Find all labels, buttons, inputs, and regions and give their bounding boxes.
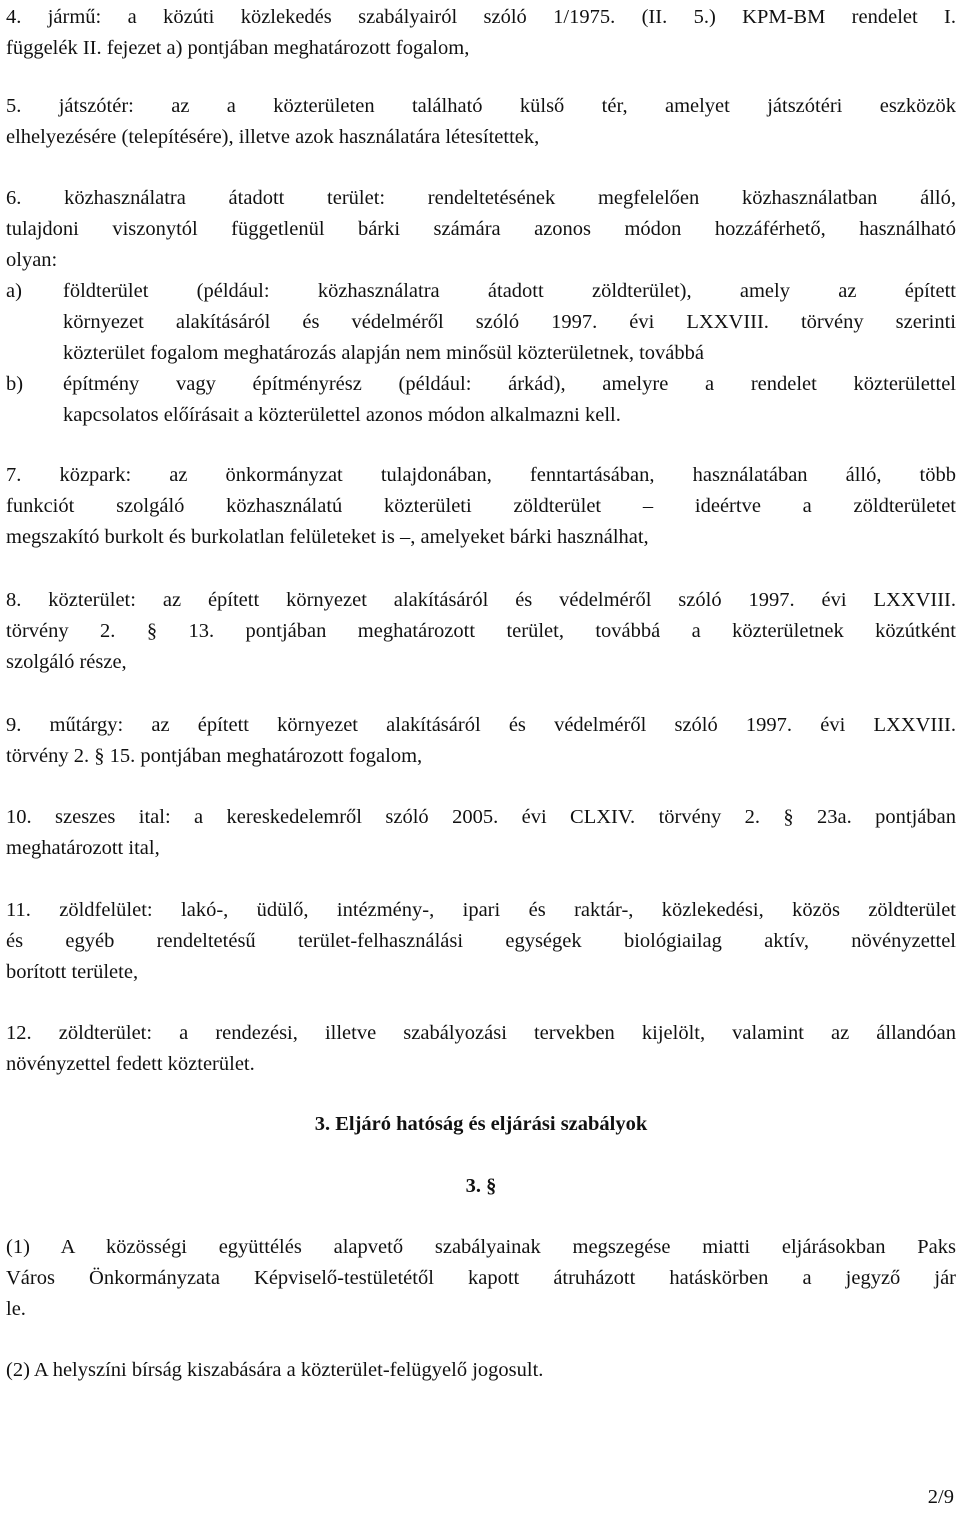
definition-item-10 bbox=[6, 802, 956, 864]
text-line: függelék II. fejezet a) pontjában meghatározott fogalom, bbox=[6, 37, 470, 59]
text-line: 5. játszótér: az a közterületen található külső tér, amelyet játszótéri eszközök bbox=[6, 95, 956, 117]
definition-item-7 bbox=[6, 460, 956, 553]
page-number: 2/9 bbox=[927, 1486, 954, 1508]
paragraph-1 bbox=[6, 1232, 956, 1325]
text-line: és egyéb rendeltetésű terület-felhasználási egységek biológiailag aktív, növényzettel bbox=[6, 930, 956, 952]
text-line: környezet alakításáról és védelméről szóló 1997. évi LXXVIII. törvény szerinti bbox=[63, 311, 956, 333]
text-line: elhelyezésére (telepítésére), illetve azok használatára létesítettek, bbox=[6, 126, 540, 148]
text-line: funkciót szolgáló közhasználatú közterületi zöldterület – ideértve a zöldterületet bbox=[6, 495, 956, 517]
definition-item-5 bbox=[6, 91, 956, 153]
text-line: közterület fogalom meghatározás alapján nem minősül közterületnek, továbbá bbox=[63, 342, 704, 364]
text-line: 7. közpark: az önkormányzat tulajdonában, fenntartásában, használatában álló, több bbox=[6, 464, 956, 486]
sub-item-body bbox=[63, 276, 956, 369]
sub-item-marker: a) bbox=[6, 280, 22, 302]
text-line: kapcsolatos előírásait a közterülettel azonos módon alkalmazni kell. bbox=[63, 404, 621, 426]
text-line: (2) A helyszíni bírság kiszabására a közterület-felügyelő jogosult. bbox=[6, 1359, 544, 1381]
text-line: 8. közterület: az épített környezet alakításáról és védelméről szóló 1997. évi LXXVIII. bbox=[6, 589, 956, 611]
definition-item-8 bbox=[6, 585, 956, 678]
text-line: olyan: bbox=[6, 249, 58, 271]
text-line: 10. szeszes ital: a kereskedelemről szóló 2005. évi CLXIV. törvény 2. § 23a. pontjában bbox=[6, 806, 956, 828]
definition-item-9 bbox=[6, 710, 956, 772]
text-line: 9. műtárgy: az épített környezet alakításáról és védelméről szóló 1997. évi LXXVIII. bbox=[6, 714, 956, 736]
text-line: 11. zöldfelület: lakó-, üdülő, intézmény-, ipari és raktár-, közlekedési, közös zöldterület bbox=[6, 899, 956, 921]
definition-item-11 bbox=[6, 895, 956, 988]
paragraph-2 bbox=[6, 1355, 956, 1386]
text-line: 6. közhasználatra átadott terület: rendeltetésének megfelelően közhasználatban álló, bbox=[6, 187, 956, 209]
text-line: törvény 2. § 13. pontjában meghatározott terület, továbbá a közterületnek közútként bbox=[6, 620, 956, 642]
text-line: építmény vagy építményrész (például: árkád), amelyre a rendelet közterülettel bbox=[63, 373, 956, 395]
text-line: le. bbox=[6, 1298, 26, 1320]
text-line: szolgáló része, bbox=[6, 651, 127, 673]
text-line: Város Önkormányzata Képviselő-testületétől kapott átruházott hatáskörben a jegyző jár bbox=[6, 1267, 956, 1289]
text-line: megszakító burkolt és burkolatlan felületeket is –, amelyeket bárki használhat, bbox=[6, 526, 649, 548]
text-line: borított területe, bbox=[6, 961, 139, 983]
definition-item-12 bbox=[6, 1018, 956, 1080]
text-line: növényzettel fedett közterület. bbox=[6, 1053, 255, 1075]
text-line: 12. zöldterület: a rendezési, illetve szabályozási tervekben kijelölt, valamint az állandóan bbox=[6, 1022, 956, 1044]
definition-item-4 bbox=[6, 2, 956, 64]
text-line: 4. jármű: a közúti közlekedés szabályairól szóló 1/1975. (II. 5.) KPM-BM rendelet I. bbox=[6, 6, 956, 28]
paragraph-mark: 3. § bbox=[465, 1175, 497, 1197]
text-line: földterület (például: közhasználatra átadott zöldterület), amely az épített bbox=[63, 280, 956, 302]
text-line: tulajdoni viszonytól függetlenül bárki számára azonos módon hozzáférhető, használható bbox=[6, 218, 956, 240]
text-line: meghatározott ital, bbox=[6, 837, 160, 859]
definition-item-6 bbox=[6, 183, 956, 276]
section-title: 3. Eljáró hatóság és eljárási szabályok bbox=[314, 1113, 648, 1135]
sub-item-body bbox=[63, 369, 956, 431]
text-line: törvény 2. § 15. pontjában meghatározott fogalom, bbox=[6, 745, 423, 767]
text-line: (1) A közösségi együttélés alapvető szabályainak megszegése miatti eljárásokban Paks bbox=[6, 1236, 956, 1258]
sub-item-marker: b) bbox=[6, 373, 24, 395]
